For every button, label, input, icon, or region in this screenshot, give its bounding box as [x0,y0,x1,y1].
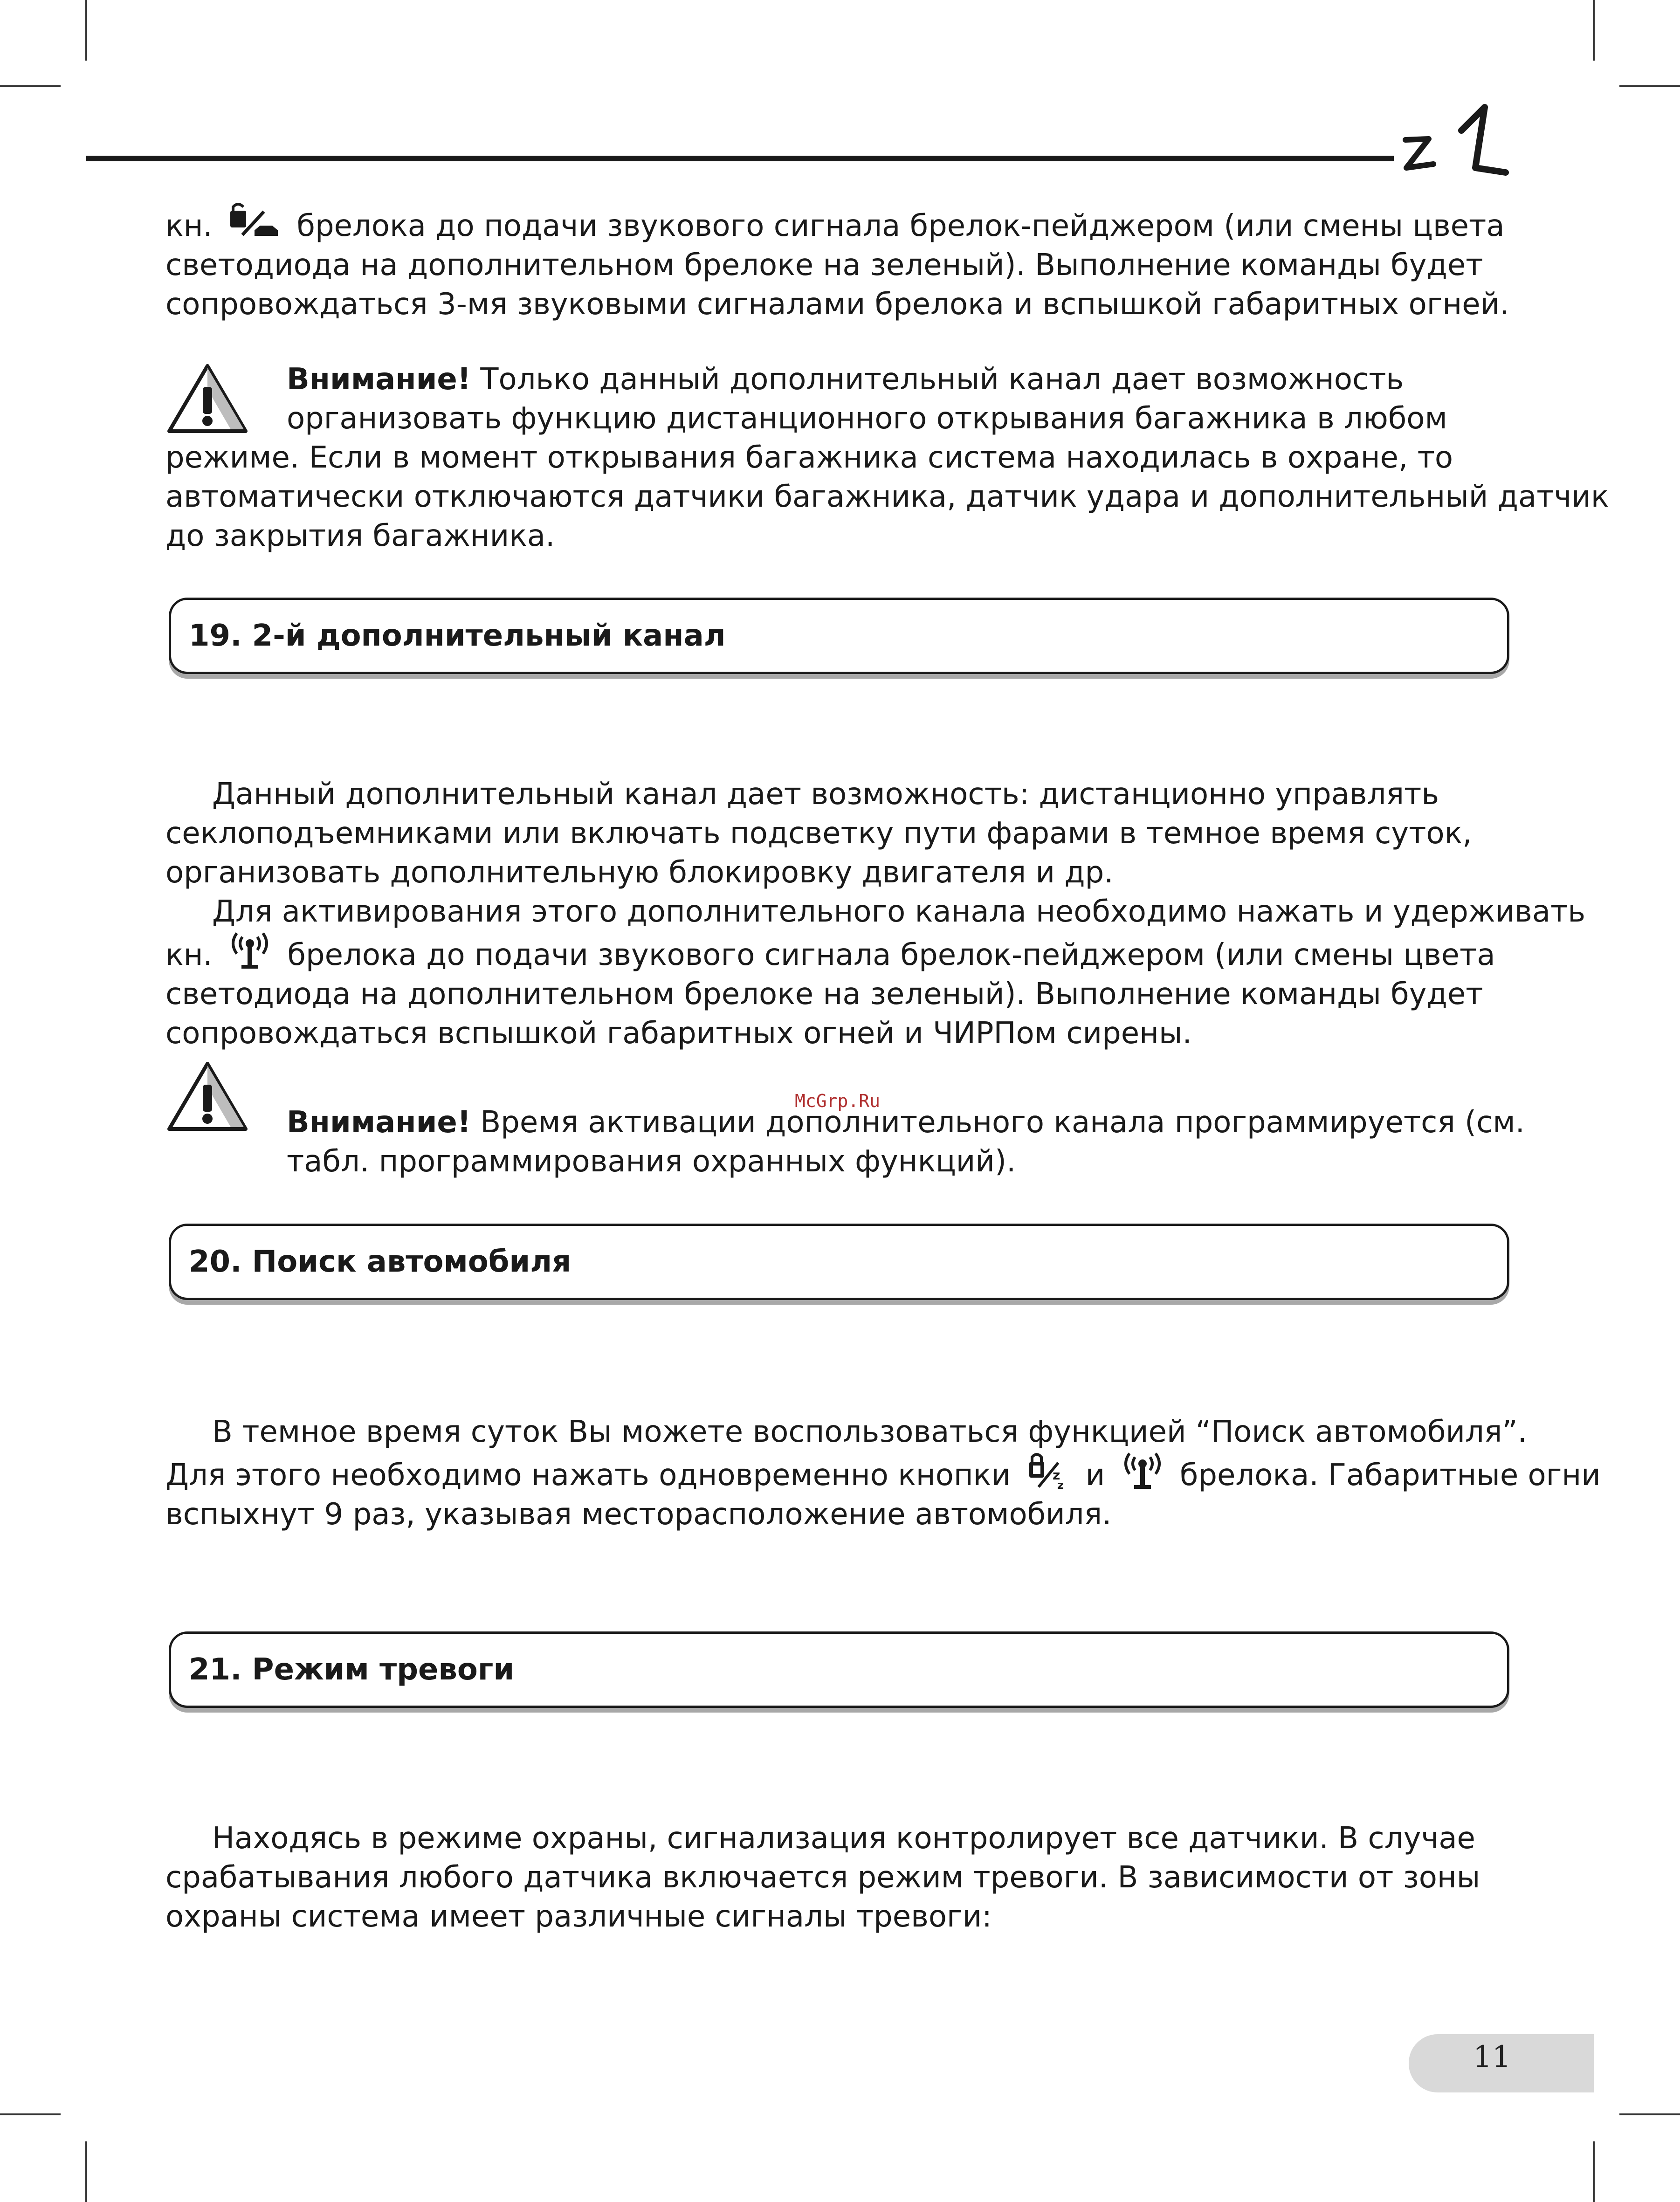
s21-text-2: срабатывания любого датчика включается режим тревоги. В зависимости от зоны [165,1860,1480,1895]
warning-block-1 [287,360,1447,438]
s21-text-1: Находясь в режиме охраны, сигнализация контролирует все датчики. В случае [212,1821,1475,1856]
section-21-paragraph [165,1819,1517,1936]
crop-mark [0,2113,61,2115]
s19-text-5: брелока до подачи звукового сигнала брелок-пейджером (или смены цвета [287,938,1495,972]
warning-label: Внимание! [287,362,471,397]
s19-text-6: светодиода на дополнительном брелоке на зеленый). Выполнение команды будет [165,977,1483,1012]
s19-text-1: Данный дополнительный канал дает возможность: дистанционно управлять [212,777,1439,812]
s20-mid: и [1085,1458,1105,1493]
svg-text:z: z [1053,1467,1060,1483]
brand-logo [1401,103,1513,177]
s20-text-1: В темное время суток Вы можете воспользоваться функцией “Поиск автомобиля”. [212,1415,1527,1449]
header-rule [86,156,1394,161]
crop-mark [1619,85,1680,87]
section-header-20 [169,1224,1509,1300]
warning-label: Внимание! [287,1105,471,1140]
s21-text-3: охраны система имеет различные сигналы тревоги: [165,1899,992,1934]
s19-text-7: сопровождаться вспышкой габаритных огней и ЧИРПом сирены. [165,1016,1192,1051]
intro-paragraph [165,202,1517,324]
s19-text-2: секлоподъемниками или включать подсветку пути фарами в темное время суток, [165,816,1472,851]
lock-sleep-icon [1025,1452,1071,1491]
page-number: 11 [1473,2040,1511,2074]
warning2-text-1: Время активации дополнительного канала программируется (см. [480,1105,1525,1140]
intro-prefix: кн. [165,209,213,243]
warning-continuation [165,438,1609,556]
s19-prefix: кн. [165,938,213,972]
intro-text-1: брелока до подачи звукового сигнала брелок-пейджером (или смены цвета [296,209,1505,243]
section-20-paragraph [165,1412,1601,1534]
warning-triangle-icon [165,1059,249,1134]
section-header-19 [169,598,1509,674]
s20-prefix: Для этого необходимо нажать одновременно кнопки [165,1458,1011,1493]
section-header-21 [169,1631,1509,1708]
s20-text-3: вспыхнут 9 раз, указывая месторасположение автомобиля. [165,1497,1112,1532]
s20-text-2: брелока. Габаритные огни [1179,1458,1601,1493]
section-19-paragraph [165,775,1586,1053]
crop-mark [85,0,87,61]
warning-text-1: Только данный дополнительный канал дает возможность [480,362,1404,397]
warning-triangle-icon [165,361,249,436]
lock-car-icon [227,202,282,241]
section-title-19: 19. 2-й дополнительный канал [189,619,726,653]
warning-text-5: до закрытия багажника. [165,519,555,553]
crop-mark [1593,0,1595,61]
section-title-20: 20. Поиск автомобиля [189,1245,571,1279]
warning-text-4: автоматически отключаются датчики багажника, датчик удара и дополнительный датчик [165,480,1609,514]
intro-text-3: сопровождаться 3-мя звуковыми сигналами брелока и вспышкой габаритных огней. [165,287,1509,322]
warning2-text-2: табл. программирования охранных функций). [287,1144,1016,1179]
watermark: McGrp.Ru [795,1091,881,1111]
intro-text-2: светодиода на дополнительном брелоке на зеленый). Выполнение команды будет [165,248,1483,282]
svg-text:z: z [1057,1479,1064,1491]
warning-text-3: режиме. Если в момент открывания багажника система находилась в охране, то [165,440,1453,475]
antenna-icon [227,931,273,970]
antenna-icon [1119,1452,1166,1491]
crop-mark [1593,2141,1595,2202]
crop-mark [1619,2113,1680,2115]
s19-text-3: организовать дополнительную блокировку двигателя и др. [165,855,1114,890]
warning-block-2 [287,1103,1525,1181]
section-title-21: 21. Режим тревоги [189,1652,515,1687]
crop-mark [85,2141,87,2202]
crop-mark [0,85,61,87]
warning-text-2: организовать функцию дистанционного открывания багажника в любом [287,401,1447,436]
s19-text-4: Для активирования этого дополнительного канала необходимо нажать и удерживать [212,895,1586,929]
